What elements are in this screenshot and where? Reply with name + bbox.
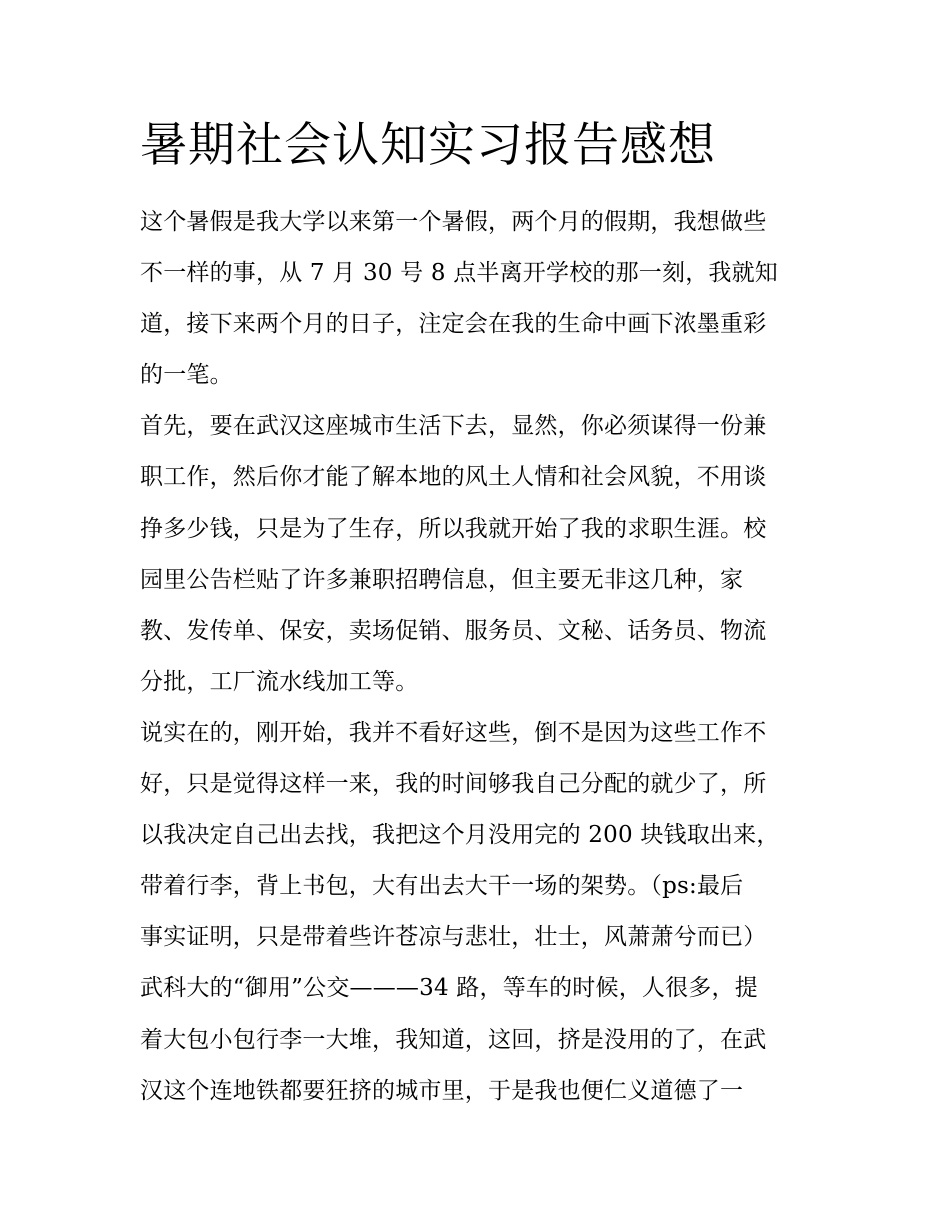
- document-body: [140, 197, 820, 1117]
- text-line: 园里公告栏贴了许多兼职招聘信息，但主要无非这几种，家: [140, 566, 744, 593]
- text-line: 的一笔。: [140, 362, 233, 389]
- text-line: 说实在的，刚开始，我并不看好这些，倒不是因为这些工作不: [140, 719, 767, 746]
- text-line: 事实证明，只是带着些许苍凉与悲壮，壮士，风萧萧兮而已）: [140, 924, 767, 951]
- document-title: 暑期社会认知实习报告感想: [140, 118, 716, 173]
- text-line: 职工作，然后你才能了解本地的风土人情和社会风貌，不用谈: [140, 464, 767, 491]
- text-line: 挣多少钱，只是为了生存，所以我就开始了我的求职生涯。校: [140, 515, 767, 542]
- text-line: 首先，要在武汉这座城市生活下去，显然，你必须谋得一份兼: [140, 413, 767, 440]
- text-line: 以我决定自己出去找，我把这个月没用完的 200 块钱取出来，: [140, 822, 780, 849]
- text-line: 好，只是觉得这样一来，我的时间够我自己分配的就少了，所: [140, 771, 767, 798]
- text-line: 教、发传单、保安，卖场促销、服务员、文秘、话务员、物流: [140, 617, 767, 644]
- text-line: 分批，工厂流水线加工等。: [140, 668, 419, 695]
- text-line: 道，接下来两个月的日子，注定会在我的生命中画下浓墨重彩: [140, 311, 767, 338]
- text-line: 带着行李，背上书包，大有出去大干一场的架势。（ps:最后: [140, 873, 744, 900]
- text-line: 这个暑假是我大学以来第一个暑假，两个月的假期，我想做些: [140, 209, 767, 235]
- text-line: 汉这个连地铁都要狂挤的城市里，于是我也便仁义道德了一: [140, 1077, 744, 1104]
- text-line: 不一样的事，从 7 月 30 号 8 点半离开学校的那一刻，我就知: [140, 260, 778, 287]
- text-line: 武科大的“御用”公交———34 路，等车的时候，人很多，提: [140, 975, 758, 1002]
- text-line: 着大包小包行李一大堆，我知道，这回，挤是没用的了，在武: [140, 1026, 767, 1053]
